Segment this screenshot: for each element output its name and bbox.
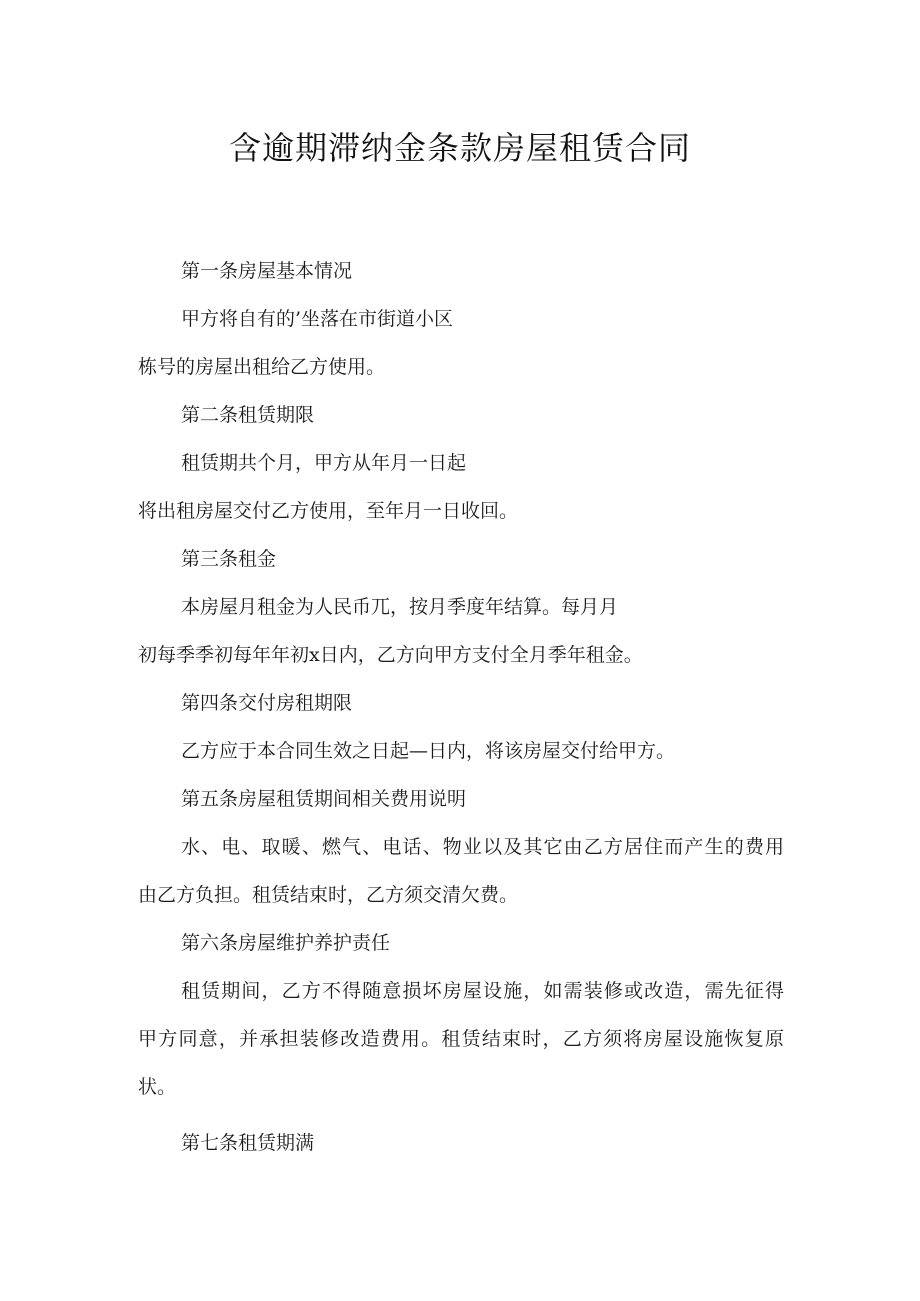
paragraph-line: 栋号的房屋出租给乙方使用。 [138, 356, 386, 378]
paragraph-line: 本房屋月租金为人民币兀，按月季度年结算。每月月 [181, 596, 619, 618]
paragraph-line: 将出租房屋交付乙方使用，至年月一日收回。 [138, 500, 519, 522]
article-3-heading: 第三条租金 [181, 548, 277, 570]
article-2-heading: 第二条租赁期限 [181, 404, 315, 426]
article-7-heading: 第七条租赁期满 [181, 1132, 315, 1154]
article-4-heading: 第四条交付房租期限 [181, 692, 353, 714]
paragraph-line: 租赁期共个月，甲方从年月一日起 [181, 452, 467, 474]
paragraph-line: 水、电、取暖、燃气、电话、物业以及其它由乙方居住而产生的费用 [181, 836, 784, 858]
paragraph-line: 初每季季初每年年初x日内，乙方向甲方支付全月季年租金。 [138, 644, 643, 666]
paragraph-line: 由乙方负担。租赁结束时，乙方须交清欠费。 [138, 884, 519, 906]
paragraph-line: 甲方同意，并承担装修改造费用。租赁结束时，乙方须将房屋设施恢复原 [138, 1028, 784, 1050]
paragraph-line: 甲方将自有的’坐落在市街道小区 [181, 308, 454, 330]
paragraph-line: 乙方应于本合同生效之日起—日内，将该房屋交付给甲方。 [181, 740, 676, 762]
article-5-heading: 第五条房屋租赁期间相关费用说明 [181, 788, 467, 810]
paragraph-line: 租赁期间，乙方不得随意损坏房屋设施，如需装修或改造，需先征得 [181, 980, 784, 1002]
article-6-heading: 第六条房屋维护养护责任 [181, 932, 391, 954]
article-1-heading: 第一条房屋基本情况 [181, 260, 353, 282]
paragraph-line: 状。 [138, 1076, 177, 1098]
document-title: 含逾期滞纳金条款房屋租赁合同 [228, 129, 691, 167]
